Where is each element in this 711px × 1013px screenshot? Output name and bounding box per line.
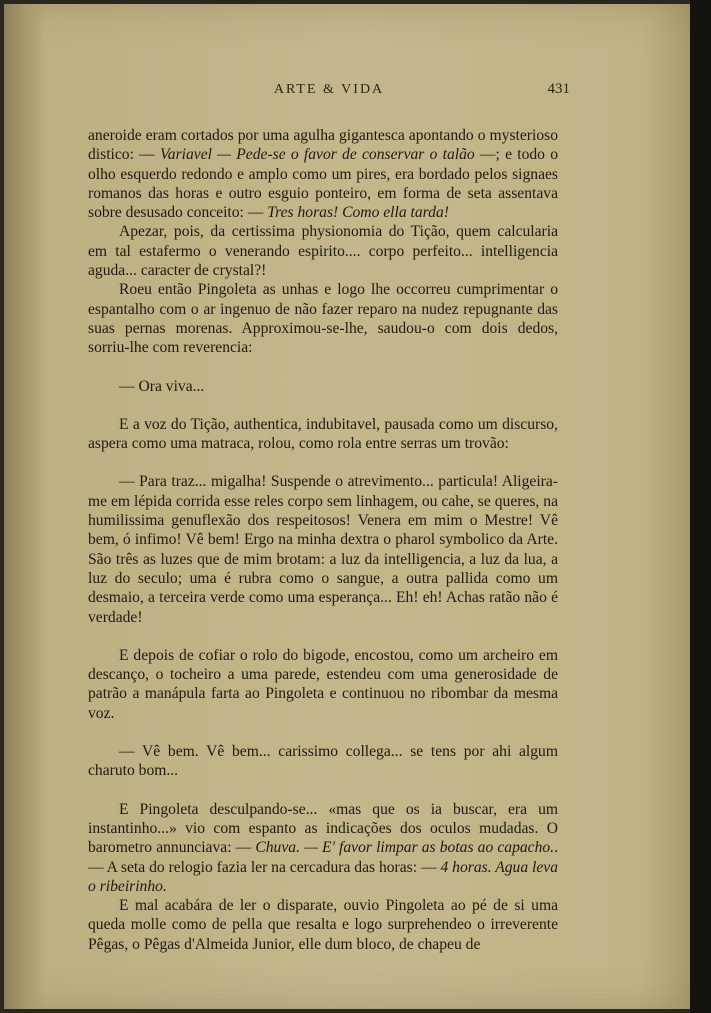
- paragraph: — Ora viva...: [119, 377, 205, 395]
- body-text: [88, 126, 558, 954]
- scan-border: [690, 0, 711, 1013]
- paragraph: E a voz do Tição, authentica, indubitavel, pausada como um discurso, aspera como uma matraca, rolou, como rola entre serras um trovão:: [88, 415, 558, 453]
- paragraph: — Vê bem. Vê bem... carissimo collega... se tens por ahi algum charuto bom...: [88, 743, 558, 780]
- paragraph: Roeu então Pingoleta as unhas e logo lhe occorreu cumprimentar o espantalho com o ar ingenuo de não fazer reparo na nudez repugnante das suas pernas morenas. Approximou-se-lhe, saudou-o com dois dedos, sorriu-lhe com reverencia:: [88, 281, 558, 357]
- paragraph: E Pingoleta desculpando-se... «mas que os ia buscar, era um instantinho...» vio com espanto as indicações dos oculos mudadas. O barometro annunciava: — Chuva. — E' favor limpar as botas ao capacho.. — A seta do relogio fazia ler na cercadura das horas: — 4 horas. Agua leva o ribeirinho.: [88, 800, 558, 895]
- page-number: 431: [547, 81, 570, 97]
- paragraph: aneroide eram cortados por uma agulha gigantesca apontando o mysterioso distico: — Variavel — Pede-se o favor de conservar o talão —; e todo o olho esquerdo redondo e amplo como um pires, era bordado pelos signaes romanos das horas e outro esguio ponteiro, em forma de seta assentava sobre desusado conceito: — Tres horas! Como ella tarda!: [88, 127, 558, 222]
- paragraph: E depois de cofiar o rolo do bigode, encostou, como um archeiro em descanço, o tocheiro a uma parede, estendeu com uma generosidade de patrão a manápula farta ao Pingoleta e continuou no ribombar da mesma voz.: [88, 646, 558, 722]
- paragraph: — Para traz... migalha! Suspende o atrevimento... particula! Aligeira-me em lépida corrida esse reles corpo sem linhagem, ou cahe, se queres, na humilissima genuflexão dos respeitosos! Venera em mim o Mestre! Vê bem, ó infimo! Vê bem! Ergo na minha dextra o pharol symbolico da Arte. São três as luzes que de mim brotam: a luz da intelligencia, a luz da lua, a luz do seculo; uma é rubra como o sangue, a outra pallida como um desmaio, a terceira verde como uma esperança... Eh! eh! Achas ratão não é verdade!: [88, 473, 558, 626]
- running-title: ARTE & VIDA: [273, 82, 385, 97]
- page-header: [88, 82, 570, 104]
- paragraph: Apezar, pois, da certissima physionomia do Tição, quem calcularia em tal estafermo o venerando espirito.... corpo perfeito... intelligencia aguda... caracter de crystal?!: [88, 223, 558, 280]
- page-gutter-shadow: [4, 4, 42, 1009]
- paragraph: E mal acabára de ler o disparate, ouvio Pingoleta ao pé de si uma queda molle como de pella que resalta e logo surprehendeo o irreverente Pêgas, o Pêgas d'Almeida Junior, elle dum bloco, de chapeu de: [88, 897, 558, 953]
